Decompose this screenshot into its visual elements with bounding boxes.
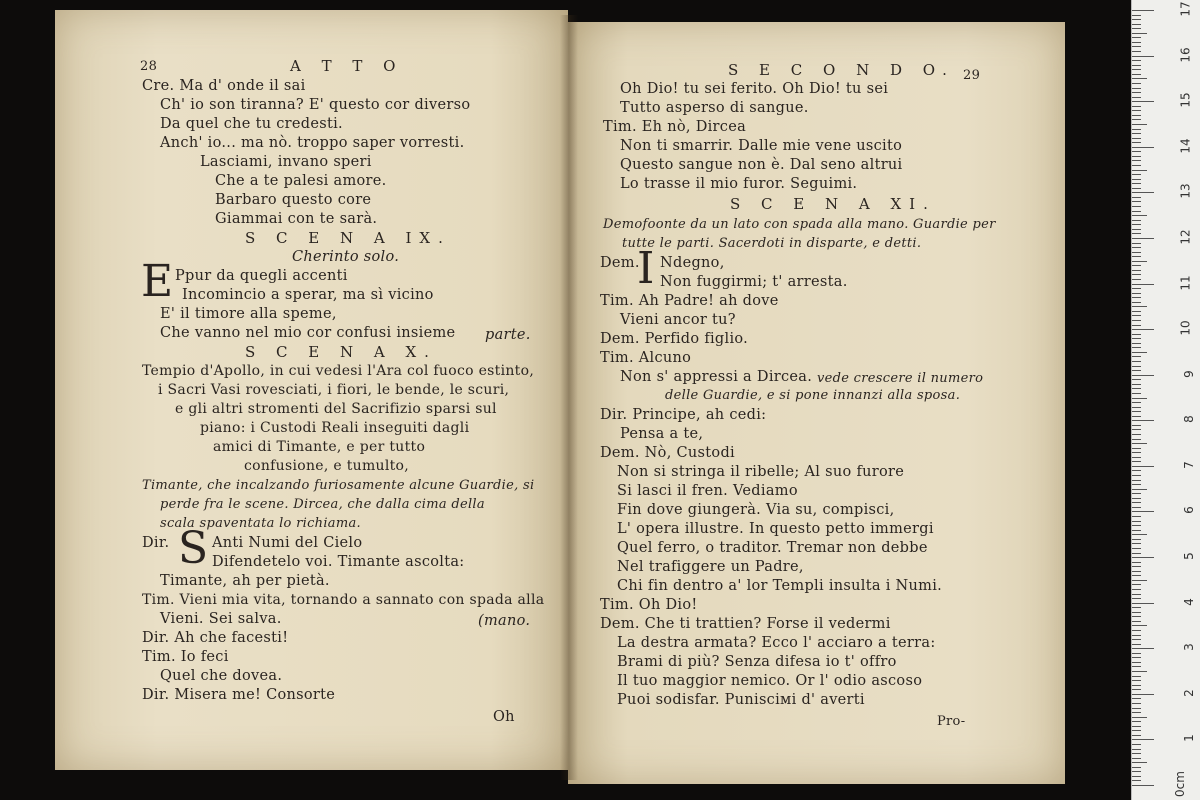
text-line: Che vanno nel mio cor confusi insieme (160, 325, 456, 341)
ruler-tick (1132, 402, 1141, 403)
ruler-tick (1132, 671, 1147, 672)
ruler-tick (1132, 594, 1141, 595)
ruler-tick (1132, 352, 1147, 353)
ruler-tick (1132, 662, 1141, 663)
ruler-tick (1132, 233, 1141, 234)
ruler-tick (1132, 151, 1141, 152)
ruler-tick (1132, 56, 1154, 57)
text-line: Non s' appressi a Dircea. (620, 369, 813, 385)
ruler-tick (1132, 83, 1141, 84)
text-line: Dir. Misera me! Consorte (142, 687, 336, 703)
ruler-tick (1132, 685, 1141, 686)
ruler-tick (1132, 771, 1141, 772)
ruler-tick (1132, 37, 1141, 38)
stage-direction: perde fra le scene. Dircea, che dalla cima della (160, 497, 485, 512)
ruler-label: 1 (1182, 734, 1197, 743)
ruler-tick (1132, 398, 1147, 399)
stage-direction: vede crescere il numero (817, 371, 984, 386)
ruler-tick (1132, 197, 1141, 198)
ruler-tick (1132, 211, 1141, 212)
ruler-tick (1132, 270, 1141, 271)
ruler-tick (1132, 498, 1141, 499)
ruler-tick (1132, 279, 1141, 280)
text-line: Ppur da quegli accenti (175, 268, 348, 284)
ruler-tick (1132, 603, 1154, 604)
ruler-tick (1132, 416, 1141, 417)
ruler-tick (1132, 33, 1147, 34)
stage-direction: Timante, che incalzando furiosamente alcune Guardie, si (142, 478, 535, 493)
ruler-tick (1132, 730, 1141, 731)
drop-cap: S (178, 523, 209, 574)
ruler-tick (1132, 384, 1141, 385)
ruler-tick (1132, 46, 1141, 47)
ruler-tick (1132, 612, 1141, 613)
ruler-tick (1132, 708, 1141, 709)
ruler-tick (1132, 493, 1141, 494)
ruler-tick (1132, 744, 1141, 745)
ruler-tick (1132, 243, 1141, 244)
ruler-tick (1132, 320, 1141, 321)
ruler-tick (1132, 28, 1141, 29)
ruler-tick (1132, 179, 1141, 180)
text-line: Dem. Nò, Custodi (600, 445, 735, 461)
text-line: Brami di più? Senza difesa io t' offro (617, 654, 897, 670)
stage-direction: Demofoonte da un lato con spada alla mano. Guardie per (603, 217, 996, 232)
ruler-tick (1132, 580, 1147, 581)
text-line: Tim. Io feci (142, 649, 229, 665)
ruler-tick (1132, 10, 1154, 11)
ruler-tick (1132, 461, 1141, 462)
text-line: Dir. Ah che facesti! (142, 630, 289, 646)
stage-direction: tutte le parti. Sacerdoti in disparte, e detti. (622, 236, 922, 251)
ruler-label: 10 (1178, 320, 1193, 336)
text-line: Ch' io son tiranna? E' questo cor diverso (160, 97, 471, 113)
text-line: E' il timore alla speme, (160, 306, 337, 322)
ruler-tick (1132, 694, 1154, 695)
ruler-tick (1132, 466, 1154, 467)
catchword: Oh (493, 709, 515, 725)
ruler-tick (1132, 762, 1147, 763)
text-line: Dem. Perfido figlio. (600, 331, 749, 347)
ruler-tick (1132, 110, 1141, 111)
left-page-number: 28 (140, 59, 158, 74)
text-line: Lasciami, invano speri (200, 154, 372, 170)
ruler-tick (1132, 429, 1141, 430)
ruler-tick (1132, 183, 1141, 184)
stage-direction: delle Guardie, e si pone innanzi alla sposa. (665, 388, 961, 403)
ruler-tick (1132, 511, 1154, 512)
ruler-label: 16 (1178, 46, 1193, 63)
ruler-tick (1132, 156, 1141, 157)
ruler-tick (1132, 534, 1147, 535)
ruler-tick (1132, 780, 1141, 781)
ruler-tick (1132, 297, 1141, 298)
ruler-tick (1132, 543, 1141, 544)
ruler-tick (1132, 15, 1141, 16)
ruler-tick (1132, 698, 1141, 699)
ruler-tick (1132, 215, 1147, 216)
ruler-tick (1132, 753, 1141, 754)
ruler-tick (1132, 274, 1141, 275)
ruler-tick (1132, 443, 1147, 444)
ruler-tick (1132, 220, 1141, 221)
ruler-tick (1132, 689, 1141, 690)
ruler-tick (1132, 393, 1141, 394)
stage-direction: parte. (485, 327, 531, 343)
ruler-label: 6 (1182, 506, 1197, 515)
ruler-tick (1132, 680, 1141, 681)
ruler-label: 17 (1178, 1, 1193, 17)
ruler-label: 9 (1182, 369, 1197, 378)
text-line: Pensa a te, (620, 426, 704, 442)
text-line: Timante, ah per pietà. (160, 573, 330, 589)
ruler-label: 12 (1178, 229, 1193, 245)
ruler-label: 15 (1178, 92, 1193, 108)
ruler-tick (1132, 480, 1141, 481)
ruler-tick (1132, 648, 1154, 649)
ruler-tick (1132, 361, 1141, 362)
text-line: Dem. Che ti trattien? Forse il vedermi (600, 616, 891, 632)
drop-cap: E (141, 256, 174, 307)
text-line: L' opera illustre. In questo petto immergi (617, 521, 934, 537)
ruler-tick (1132, 548, 1141, 549)
text-line: Tim. Alcuno (600, 350, 692, 366)
text-line: Cre. Ma d' onde il sai (142, 78, 306, 94)
text-line: Tutto asperso di sangue. (620, 100, 809, 116)
text-line: Difendetelo voi. Timante ascolta: (212, 554, 465, 570)
ruler-tick (1132, 489, 1147, 490)
ruler-tick (1132, 42, 1141, 43)
text-line: La destra armata? Ecco l' acciaro a terra: (617, 635, 936, 651)
ruler-tick (1132, 311, 1141, 312)
ruler-tick (1132, 721, 1141, 722)
stage-direction: amici di Timante, e per tutto (213, 439, 426, 455)
ruler-tick (1132, 88, 1141, 89)
ruler-tick (1132, 238, 1154, 239)
ruler-label: 5 (1182, 552, 1197, 560)
stage-direction: piano: i Custodi Reali inseguiti dagli (200, 420, 470, 436)
ruler-tick (1132, 653, 1141, 654)
text-line: Giammai con te sarà. (215, 211, 378, 227)
ruler-tick (1132, 457, 1141, 458)
ruler-tick (1132, 516, 1141, 517)
ruler-tick (1132, 74, 1141, 75)
ruler-tick (1132, 92, 1141, 93)
text-line: Tim. Oh Dio! (600, 597, 698, 613)
ruler-tick (1132, 407, 1141, 408)
ruler-tick (1132, 566, 1141, 567)
ruler-tick (1132, 356, 1141, 357)
ruler-label: 0cm (1173, 771, 1188, 797)
text-line: Tim. Vieni mia vita, tornando a sannato con spada alla (142, 592, 545, 608)
ruler-tick (1132, 539, 1141, 540)
ruler-tick (1132, 201, 1141, 202)
text-line: Tim. Eh nò, Dircea (603, 119, 747, 135)
text-line: Da quel che tu credesti. (160, 116, 343, 132)
stage-direction: e gli altri stromenti del Sacrifizio sparsi sul (175, 401, 497, 417)
ruler-tick (1132, 124, 1147, 125)
text-line: Lo trasse il mio furor. Seguimi. (620, 176, 858, 192)
ruler-tick (1132, 625, 1147, 626)
ruler-tick (1132, 119, 1141, 120)
ruler-tick (1132, 621, 1141, 622)
text-line: Ndegno, (660, 255, 725, 271)
text-line: Incomincio a sperar, ma sì vicino (182, 287, 434, 303)
right-page-number: 29 (963, 68, 981, 83)
text-line: Dir. Principe, ah cedi: (600, 407, 767, 423)
scene-heading: S C E N A IX. (245, 229, 451, 247)
text-line: Quel che dovea. (160, 668, 283, 684)
ruler-tick (1132, 147, 1154, 148)
ruler-tick (1132, 571, 1141, 572)
ruler-tick (1132, 557, 1154, 558)
ruler-tick (1132, 767, 1141, 768)
ruler-tick (1132, 78, 1147, 79)
ruler-tick (1132, 666, 1141, 667)
speaker-label: Dir. (142, 535, 170, 551)
ruler-tick (1132, 192, 1154, 193)
ruler-tick (1132, 562, 1141, 563)
ruler-tick (1132, 293, 1141, 294)
ruler-tick (1132, 69, 1141, 70)
ruler-tick (1132, 247, 1141, 248)
ruler-tick (1132, 224, 1141, 225)
ruler-tick (1132, 470, 1141, 471)
ruler-tick (1132, 174, 1141, 175)
text-line: Fin dove giungerà. Via su, compisci, (617, 502, 895, 518)
stage-direction: scala spaventata lo richiama. (160, 516, 361, 531)
ruler-tick (1132, 206, 1141, 207)
ruler-tick (1132, 484, 1141, 485)
ruler-tick (1132, 589, 1141, 590)
text-line: Anti Numi del Cielo (212, 535, 363, 551)
measurement-ruler (1131, 0, 1200, 800)
text-line: Vieni ancor tu? (620, 312, 736, 328)
text-line: Non ti smarrir. Dalle mie vene uscito (620, 138, 903, 154)
ruler-tick (1132, 51, 1141, 52)
ruler-tick (1132, 60, 1141, 61)
ruler-tick (1132, 553, 1141, 554)
catchword: Pro- (937, 714, 966, 729)
ruler-tick (1132, 439, 1141, 440)
ruler-tick (1132, 343, 1141, 344)
ruler-tick (1132, 584, 1141, 585)
ruler-tick (1132, 657, 1141, 658)
ruler-tick (1132, 101, 1154, 102)
ruler-tick (1132, 329, 1154, 330)
text-line: Puoi sodisfar. Punisciмi d' averti (617, 692, 865, 708)
stage-direction: (mano. (478, 613, 531, 629)
scene-heading: S C E N A X. (245, 343, 437, 361)
ruler-tick (1132, 726, 1141, 727)
ruler-tick (1132, 188, 1141, 189)
text-line: Tim. Ah Padre! ah dove (600, 293, 779, 309)
ruler-label: 14 (1178, 138, 1193, 154)
speaker-label: Dem. (600, 255, 640, 271)
ruler-tick (1132, 115, 1141, 116)
ruler-tick (1132, 302, 1141, 303)
ruler-tick (1132, 138, 1141, 139)
text-line: Il tuo maggior nemico. Or l' odio ascoso (617, 673, 923, 689)
right-running-head: S E C O N D O. (728, 61, 955, 79)
stage-direction: Tempio d'Apollo, in cui vedesi l'Ara col fuoco estinto, (142, 363, 535, 379)
ruler-tick (1132, 616, 1141, 617)
ruler-tick (1132, 379, 1141, 380)
ruler-tick (1132, 160, 1141, 161)
ruler-tick (1132, 256, 1141, 257)
ruler-tick (1132, 288, 1141, 289)
ruler-tick (1132, 261, 1147, 262)
ruler-tick (1132, 165, 1141, 166)
text-line: Nel trafiggere un Padre, (617, 559, 804, 575)
ruler-tick (1132, 229, 1141, 230)
ruler-tick (1132, 425, 1141, 426)
ruler-tick (1132, 530, 1141, 531)
ruler-tick (1132, 502, 1141, 503)
ruler-tick (1132, 785, 1154, 786)
ruler-tick (1132, 97, 1141, 98)
ruler-tick (1132, 521, 1141, 522)
ruler-tick (1132, 434, 1141, 435)
ruler-tick (1132, 749, 1141, 750)
ruler-tick (1132, 370, 1141, 371)
ruler-tick (1132, 676, 1141, 677)
ruler-tick (1132, 366, 1141, 367)
ruler-tick (1132, 598, 1141, 599)
left-running-head: A T T O (290, 57, 404, 75)
ruler-label: 3 (1182, 643, 1197, 652)
ruler-tick (1132, 284, 1154, 285)
ruler-tick (1132, 507, 1141, 508)
ruler-tick (1132, 106, 1141, 107)
ruler-tick (1132, 265, 1141, 266)
text-line: Anch' io... ma nò. troppo saper vorresti. (160, 135, 465, 151)
text-line: Chi fin dentro a' lor Templi insulta i Numi. (617, 578, 943, 594)
scene-heading: S C E N A XI. (730, 195, 936, 213)
ruler-tick (1132, 735, 1141, 736)
ruler-label: 4 (1182, 597, 1197, 606)
ruler-tick (1132, 315, 1141, 316)
ruler-tick (1132, 338, 1141, 339)
ruler-tick (1132, 575, 1141, 576)
text-line: Non si stringa il ribelle; Al suo furore (617, 464, 905, 480)
ruler-tick (1132, 607, 1141, 608)
ruler-tick (1132, 24, 1141, 25)
ruler-tick (1132, 252, 1141, 253)
ruler-tick (1132, 448, 1141, 449)
ruler-tick (1132, 19, 1141, 20)
ruler-tick (1132, 325, 1141, 326)
ruler-tick (1132, 65, 1141, 66)
ruler-tick (1132, 452, 1141, 453)
ruler-tick (1132, 347, 1141, 348)
ruler-label: 13 (1178, 183, 1193, 199)
drop-cap: I (637, 243, 655, 294)
ruler-tick (1132, 712, 1141, 713)
ruler-label: 7 (1182, 461, 1197, 469)
text-line: Barbaro questo core (215, 192, 372, 208)
ruler-tick (1132, 639, 1141, 640)
text-line: Si lasci il fren. Vediamo (617, 483, 798, 499)
stage-direction: Cherinto solo. (292, 249, 400, 265)
ruler-tick (1132, 170, 1147, 171)
ruler-tick (1132, 630, 1141, 631)
ruler-tick (1132, 142, 1141, 143)
book-gutter (560, 15, 578, 780)
ruler-tick (1132, 758, 1141, 759)
text-line: Oh Dio! tu sei ferito. Oh Dio! tu sei (620, 81, 889, 97)
ruler-label: 11 (1178, 274, 1193, 291)
ruler-tick (1132, 133, 1141, 134)
ruler-tick (1132, 388, 1141, 389)
text-line: Non fuggirmi; t' arresta. (660, 274, 848, 290)
ruler-tick (1132, 411, 1141, 412)
ruler-tick (1132, 635, 1141, 636)
ruler-label: 2 (1182, 688, 1197, 697)
ruler-tick (1132, 420, 1154, 421)
ruler-tick (1132, 644, 1141, 645)
stage-direction: i Sacri Vasi rovesciati, i fiori, le bende, le scuri, (158, 382, 510, 398)
ruler-tick (1132, 334, 1141, 335)
ruler-tick (1132, 717, 1147, 718)
stage-direction: confusione, e tumulto, (244, 458, 410, 474)
text-line: Questo sangue non è. Dal seno altrui (620, 157, 903, 173)
text-line: Che a te palesi amore. (215, 173, 387, 189)
ruler-tick (1132, 525, 1141, 526)
ruler-tick (1132, 306, 1147, 307)
ruler-tick (1132, 703, 1141, 704)
ruler-tick (1132, 129, 1141, 130)
text-line: Vieni. Sei salva. (160, 611, 282, 627)
ruler-tick (1132, 475, 1141, 476)
ruler-label: 8 (1182, 415, 1197, 424)
text-line: Quel ferro, o traditor. Tremar non debbe (617, 540, 928, 556)
ruler-tick (1132, 375, 1154, 376)
ruler-tick (1132, 739, 1154, 740)
ruler-tick (1132, 776, 1141, 777)
